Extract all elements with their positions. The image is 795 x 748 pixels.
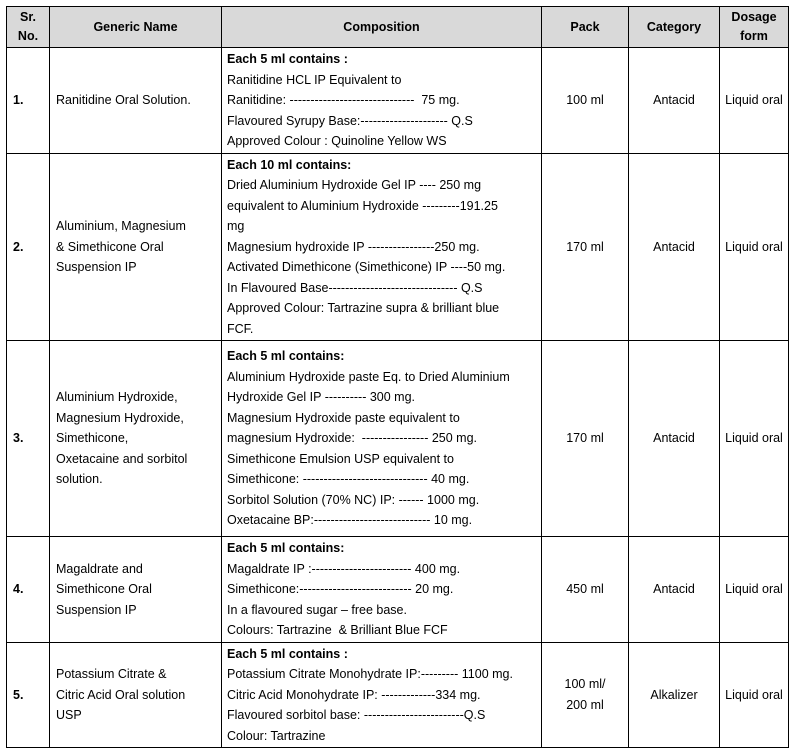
- generic-name-cell: [50, 642, 222, 748]
- composition-line: Aluminium Hydroxide paste Eq. to Dried Aluminium: [227, 369, 510, 384]
- header-dosage-form-line1: Dosage: [731, 10, 777, 24]
- pack-cell: [542, 153, 629, 341]
- dosage-form-cell: Liquid oral: [720, 642, 789, 748]
- composition-line: Sorbitol Solution (70% NC) IP: ------ 1000 mg.: [227, 492, 480, 507]
- composition-line: FCF.: [227, 321, 254, 336]
- composition-line: Simethicone:--------------------------- 20 mg.: [227, 582, 454, 596]
- composition-line: Flavoured sorbitol base: ------------------------Q.S: [227, 708, 486, 722]
- composition-line: Approved Colour: Tartrazine supra & brilliant blue: [227, 301, 500, 315]
- composition-line: equivalent to Aluminium Hydroxide ---------191.25: [227, 198, 498, 213]
- pack-cell: [542, 642, 629, 748]
- composition-line: mg: [227, 219, 245, 233]
- composition-cell: [222, 153, 542, 341]
- sr-no-cell: 2.: [7, 153, 50, 341]
- composition-line: Simethicone Emulsion USP equivalent to: [227, 451, 454, 466]
- composition-line: Magnesium hydroxide IP ----------------250 mg.: [227, 239, 480, 254]
- composition-heading: Each 5 ml contains:: [227, 541, 345, 555]
- dosage-form-cell: Liquid oral: [720, 153, 789, 341]
- generic-name-line: Simethicone,: [56, 431, 129, 446]
- header-sr-no-line1: Sr.: [20, 10, 36, 24]
- generic-name-line: Magnesium Hydroxide,: [56, 410, 184, 425]
- header-pack: Pack: [542, 7, 629, 48]
- category-cell: Antacid: [629, 341, 720, 537]
- header-sr-no: [7, 7, 50, 48]
- generic-name-line: Aluminium, Magnesium: [56, 219, 186, 233]
- composition-line: Colour: Tartrazine: [227, 728, 326, 743]
- composition-line: In Flavoured Base------------------------------- Q.S: [227, 280, 483, 295]
- generic-name-line: Aluminium Hydroxide,: [56, 390, 178, 405]
- sr-no-cell: 4.: [7, 537, 50, 643]
- composition-line: Magaldrate IP :------------------------ 400 mg.: [227, 561, 461, 576]
- pack-line: 170 ml: [566, 239, 604, 254]
- table-row: [7, 48, 789, 154]
- generic-name-line: Suspension IP: [56, 602, 137, 617]
- header-generic-name: Generic Name: [50, 7, 222, 48]
- pack-cell: [542, 48, 629, 154]
- generic-name-line: Magaldrate and: [56, 561, 143, 576]
- composition-heading: Each 5 ml contains:: [227, 349, 345, 364]
- dosage-form-cell: Liquid oral: [720, 341, 789, 537]
- composition-heading: Each 10 ml contains:: [227, 157, 352, 172]
- table-row: [7, 537, 789, 643]
- generic-name-cell: [50, 48, 222, 154]
- pack-cell: [542, 537, 629, 643]
- header-sr-no-line2: No.: [17, 29, 39, 43]
- category-cell: Antacid: [629, 48, 720, 154]
- generic-name-line: Ranitidine Oral Solution.: [56, 93, 191, 107]
- generic-name-line: & Simethicone Oral: [56, 239, 164, 254]
- pack-line: 200 ml: [566, 697, 604, 712]
- composition-line: Dried Aluminium Hydroxide Gel IP ---- 250 mg: [227, 178, 482, 192]
- table-body: [7, 48, 789, 748]
- generic-name-cell: [50, 153, 222, 341]
- pack-line: 170 ml: [566, 431, 604, 446]
- dosage-form-cell: Liquid oral: [720, 537, 789, 643]
- composition-line: Colours: Tartrazine & Brilliant Blue FCF: [227, 623, 448, 637]
- composition-cell: [222, 48, 542, 154]
- product-table: [6, 6, 789, 748]
- pack-line: 100 ml/: [564, 677, 606, 692]
- composition-cell: [222, 642, 542, 748]
- composition-line: Ranitidine: ------------------------------ 75 mg.: [227, 93, 460, 107]
- pack-line: 100 ml: [566, 93, 604, 107]
- composition-cell: [222, 341, 542, 537]
- composition-line: In a flavoured sugar – free base.: [227, 602, 407, 617]
- composition-line: Oxetacaine BP:---------------------------- 10 mg.: [227, 513, 473, 528]
- generic-name-line: Suspension IP: [56, 260, 137, 274]
- composition-heading: Each 5 ml contains :: [227, 52, 348, 66]
- dosage-form-cell: Liquid oral: [720, 48, 789, 154]
- generic-name-line: Oxetacaine and sorbitol: [56, 451, 188, 466]
- pack-line: 450 ml: [566, 582, 604, 596]
- category-cell: Antacid: [629, 153, 720, 341]
- header-composition: Composition: [222, 7, 542, 48]
- composition-line: Simethicone: ------------------------------ 40 mg.: [227, 472, 470, 487]
- composition-cell: [222, 537, 542, 643]
- composition-line: Activated Dimethicone (Simethicone) IP ----50 mg.: [227, 260, 506, 274]
- generic-name-line: Citric Acid Oral solution: [56, 687, 186, 702]
- sr-no-cell: 5.: [7, 642, 50, 748]
- header-category: Category: [629, 7, 720, 48]
- pack-cell: [542, 341, 629, 537]
- generic-name-cell: [50, 537, 222, 643]
- generic-name-line: solution.: [56, 472, 103, 487]
- composition-heading: Each 5 ml contains :: [227, 646, 348, 661]
- composition-line: Citric Acid Monohydrate IP: -------------334 mg.: [227, 687, 481, 702]
- header-dosage-form-line2: form: [740, 29, 768, 43]
- generic-name-line: USP: [56, 708, 82, 722]
- composition-line: Ranitidine HCL IP Equivalent to: [227, 72, 402, 87]
- table-header: [7, 7, 789, 48]
- composition-line: Potassium Citrate Monohydrate IP:--------- 1100 mg.: [227, 667, 513, 681]
- composition-line: Magnesium Hydroxide paste equivalent to: [227, 410, 460, 425]
- composition-line: Approved Colour : Quinoline Yellow WS: [227, 134, 447, 148]
- generic-name-line: Potassium Citrate &: [56, 667, 167, 681]
- table-row: [7, 341, 789, 537]
- category-cell: Antacid: [629, 537, 720, 643]
- sr-no-cell: 1.: [7, 48, 50, 154]
- table-row: [7, 642, 789, 748]
- composition-line: Flavoured Syrupy Base:--------------------- Q.S: [227, 113, 473, 128]
- generic-name-cell: [50, 341, 222, 537]
- table-row: [7, 153, 789, 341]
- composition-line: magnesium Hydroxide: ---------------- 250 mg.: [227, 431, 478, 446]
- header-row: [7, 7, 789, 48]
- header-dosage-form: [720, 7, 789, 48]
- category-cell: Alkalizer: [629, 642, 720, 748]
- composition-line: Hydroxide Gel IP ---------- 300 mg.: [227, 390, 415, 405]
- sr-no-cell: 3.: [7, 341, 50, 537]
- generic-name-line: Simethicone Oral: [56, 582, 152, 596]
